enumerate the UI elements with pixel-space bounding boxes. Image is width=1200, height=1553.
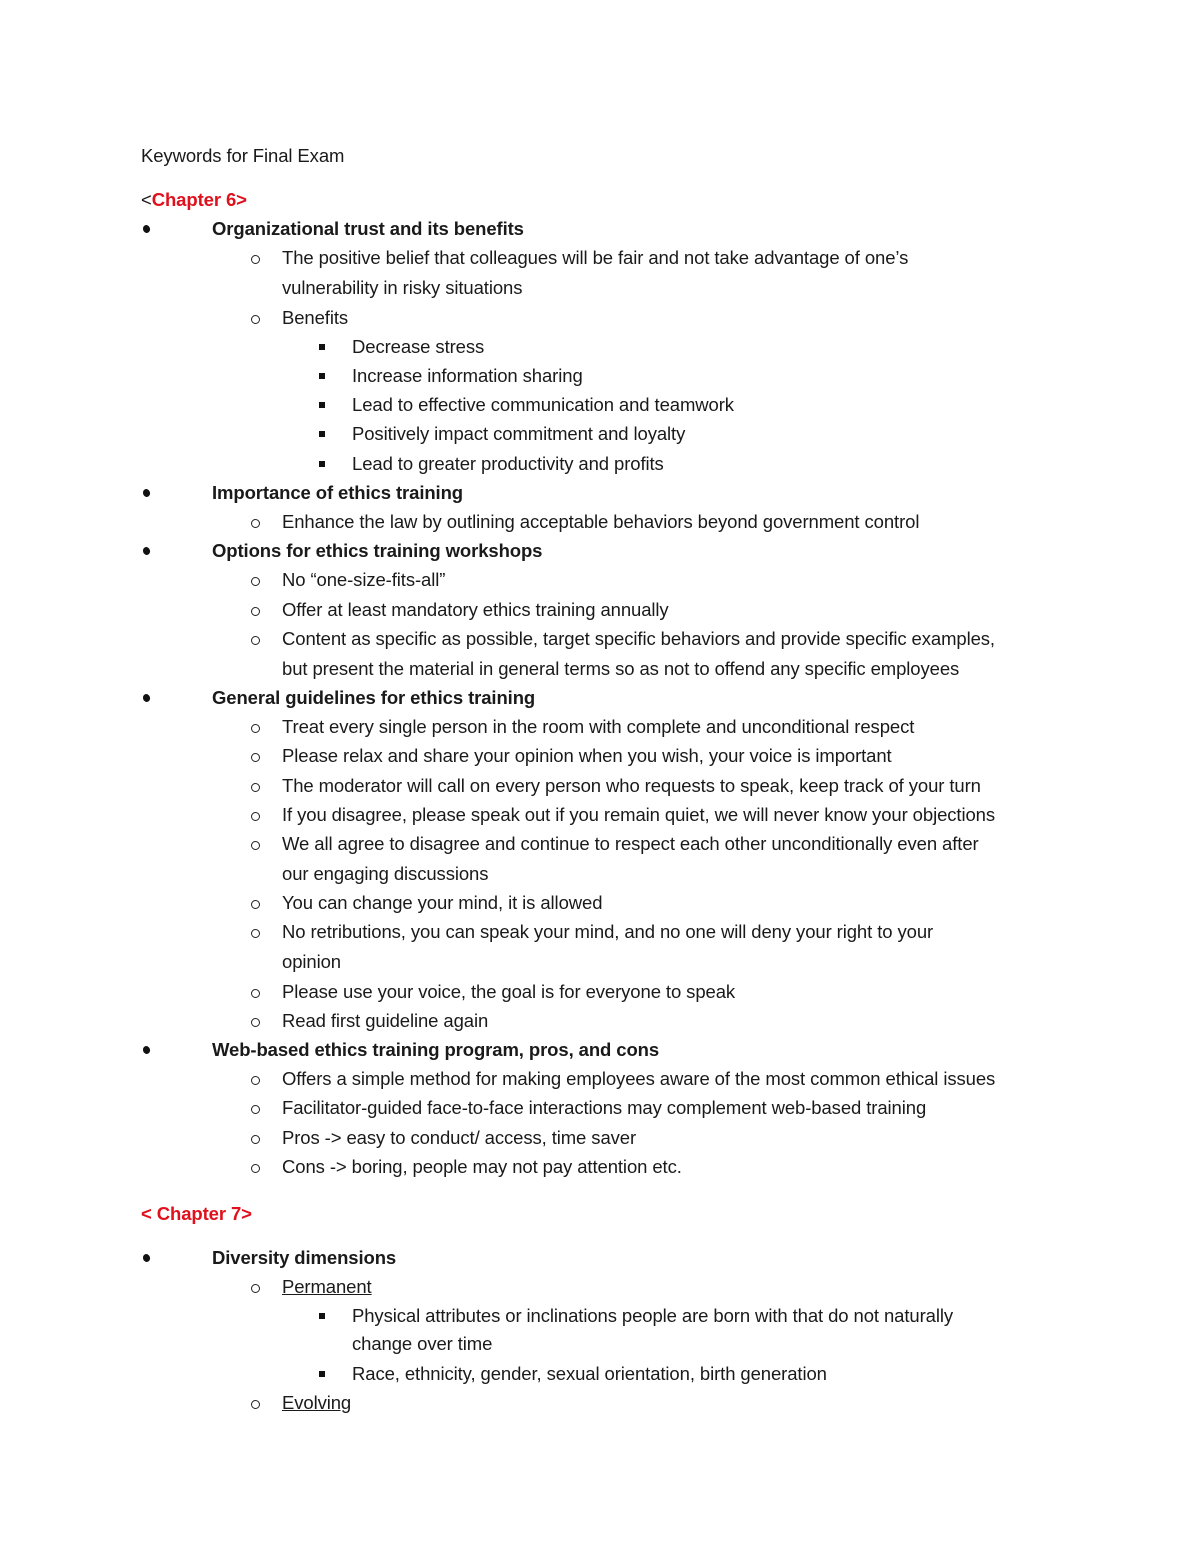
list-item: Offer at least mandatory ethics training annually [282, 598, 669, 620]
list-item: You can change your mind, it is allowed [282, 892, 603, 914]
sub-list-item: Decrease stress [352, 335, 485, 357]
sub-list-item: Race, ethnicity, gender, sexual orientation, birth generation [352, 1362, 827, 1384]
sub-list-item: Positively impact commitment and loyalty [352, 423, 686, 445]
list-item: Evolving [282, 1391, 352, 1413]
list-item: Pros -> easy to conduct/ access, time saver [282, 1126, 637, 1148]
chapter-heading-prefix: < [141, 189, 152, 210]
list-item: Permanent [282, 1276, 372, 1298]
section-title: Diversity dimensions [212, 1247, 397, 1268]
list-item: No “one-size-fits-all” [282, 569, 446, 591]
section-title: Web-based ethics training program, pros, and cons [212, 1039, 660, 1060]
page-title: Keywords for Final Exam [141, 145, 345, 166]
list-item: Enhance the law by outlining acceptable behaviors beyond government control [282, 511, 920, 532]
list-item: Content as specific as possible, target specific behaviors and provide specific examples, [282, 627, 995, 649]
section-title: General guidelines for ethics training [212, 687, 536, 708]
section-title: Options for ethics training workshops [212, 540, 543, 562]
section-title: Organizational trust and its benefits [212, 218, 524, 240]
list-item: vulnerability in risky situations [282, 277, 523, 299]
sub-list-item: Lead to effective communication and teamwork [352, 394, 734, 416]
sub-list-item: Lead to greater productivity and profits [352, 452, 664, 474]
list-item: Cons -> boring, people may not pay attention etc. [282, 1155, 682, 1177]
list-item: No retributions, you can speak your mind, and no one will deny your right to your [282, 921, 934, 943]
sub-list-item: Increase information sharing [352, 365, 583, 386]
list-item: Offers a simple method for making employees aware of the most common ethical issues [282, 1068, 996, 1090]
list-item: Please relax and share your opinion when you wish, your voice is important [282, 745, 892, 767]
section-title: Importance of ethics training [212, 481, 463, 503]
sub-list-item: Physical attributes or inclinations people are born with that do not naturally [352, 1305, 953, 1327]
list-item: Benefits [282, 306, 349, 328]
list-item: Please use your voice, the goal is for everyone to speak [282, 980, 736, 1002]
chapter-heading [141, 189, 247, 211]
list-item: but present the material in general terms so as not to offend any specific employees [282, 657, 960, 679]
sub-list-item: change over time [352, 1333, 493, 1355]
list-item: We all agree to disagree and continue to respect each other unconditionally even after [282, 833, 979, 854]
chapter-heading-label: Chapter 6> [151, 189, 247, 210]
chapter-heading: < Chapter 7> [141, 1203, 252, 1224]
list-item: The moderator will call on every person who requests to speak, keep track of your turn [282, 774, 981, 796]
list-item: Facilitator-guided face-to-face interactions may complement web-based training [282, 1097, 927, 1119]
list-item: Treat every single person in the room with complete and unconditional respect [282, 716, 915, 738]
list-item: The positive belief that colleagues will be fair and not take advantage of one’s [282, 247, 909, 269]
list-item: Read first guideline again [282, 1009, 489, 1031]
list-item: our engaging discussions [282, 863, 489, 884]
list-item: opinion [282, 951, 341, 973]
list-item: If you disagree, please speak out if you remain quiet, we will never know your objections [282, 803, 995, 825]
